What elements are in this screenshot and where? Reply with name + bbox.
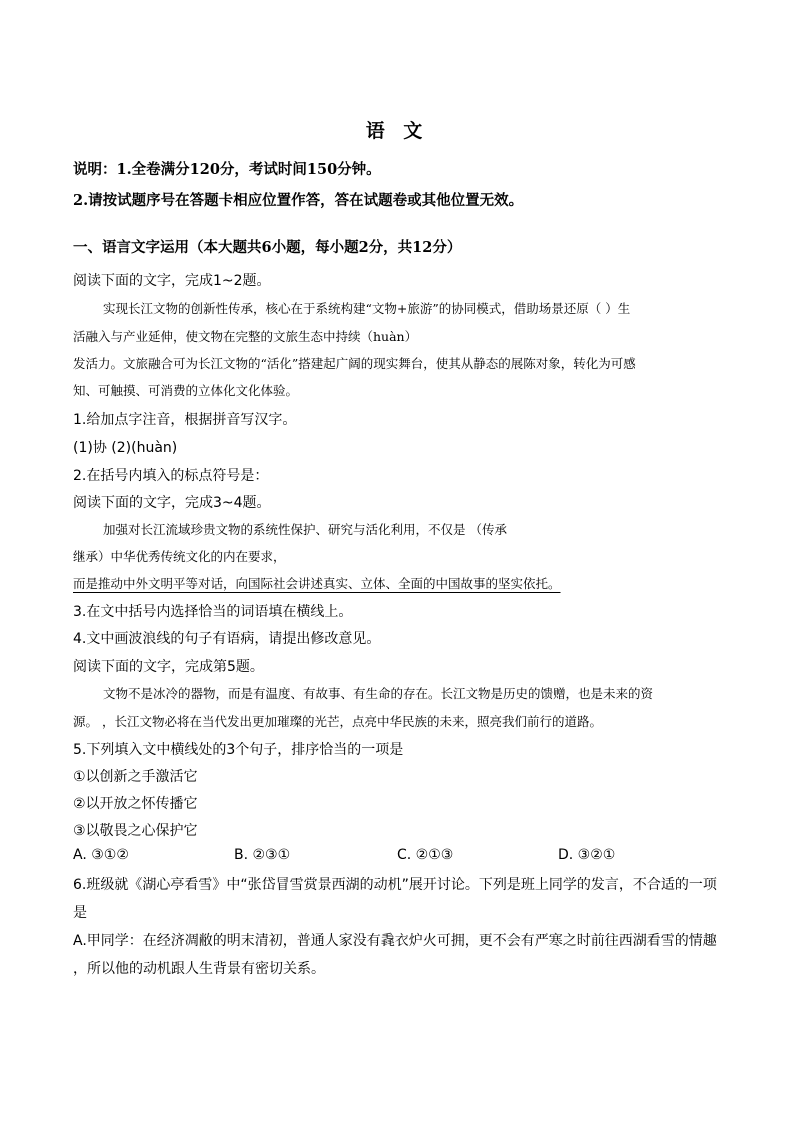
passage3-intro: 阅读下面的文字，完成第5题。 (73, 659, 264, 675)
passage2-wavy-sentence: 而是推动中外文明平等对话，向国际社会讲述真实、立体、全面的中国故事的坚实依托。 (73, 576, 561, 591)
question-5-item-1: ①以创新之手激活它 (73, 769, 198, 785)
passage1-line-2: 活融入与产业延伸，使文物在完整的文旅生态中持续（huàn） (73, 329, 418, 344)
passage3-line-1: 文物不是冰冷的器物，而是有温度、有故事、有生命的存在。长江文物是历史的馈赠，也是未来的资 (103, 686, 654, 701)
page-title: 语 文 (365, 120, 429, 142)
question-6-option-a-line-1: A.甲同学：在经济凋敝的明末清初，普通人家没有毳衣炉火可拥，更不会有严寒之时前往西湖看雪的情趣 (73, 933, 717, 949)
passage2-line-2: 继承）中华优秀传统文化的内在要求， (73, 549, 286, 564)
option-a: A. ③①② (73, 847, 129, 863)
question-5-item-2: ②以开放之怀传播它 (73, 796, 198, 812)
question-3: 3.在文中括号内选择恰当的词语填在横线上。 (73, 604, 353, 620)
question-5-stem: 5.下列填入文中横线处的3个句子，排序恰当的一项是 (73, 742, 404, 758)
instruction-line-2: 2.请按试题序号在答题卡相应位置作答，答在试题卷或其他位置无效。 (73, 192, 524, 209)
option-d: D. ③②① (558, 847, 616, 863)
passage2-line-1: 加强对长江流域珍贵文物的系统性保护、研究与活化利用，不仅是 （传承 (103, 522, 507, 537)
passage1-intro: 阅读下面的文字，完成1~2题。 (73, 273, 271, 289)
question-2: 2.在括号内填入的标点符号是： (73, 468, 269, 484)
question-1-items: (1)协 (2)(huàn) (73, 440, 178, 456)
passage1-line-1: 实现长江文物的创新性传承，核心在于系统构建“文物+旅游”的协同模式，借助场景还原（ ）生 (103, 301, 631, 316)
question-5-item-3: ③以敬畏之心保护它 (73, 823, 198, 839)
question-6-option-a-line-2: ，所以他的动机跟人生背景有密切关系。 (73, 961, 325, 977)
passage3-line-2: 源。 ，长江文物必将在当代发出更加璀璨的光芒，点亮中华民族的未来，照亮我们前行的道路。 (73, 714, 602, 729)
passage1-line-3: 发活力。文旅融合可为长江文物的“活化”搭建起广阔的现实舞台，使其从静态的展陈对象，转化为可感 (73, 356, 636, 371)
question-4: 4.文中画波浪线的句子有语病，请提出修改意见。 (73, 631, 381, 647)
question-6-stem-line-2: 是 (73, 905, 87, 921)
option-c: C. ②①③ (397, 847, 454, 863)
question-6-stem-line-1: 6.班级就《湖心亭看雪》中“张岱冒雪赏景西湖的动机”展开讨论。下列是班上同学的发言，不合适的一项 (73, 877, 717, 893)
section-heading: 一、语言文字运用（本大题共6小题，每小题2分，共12分） (73, 239, 462, 256)
instruction-line-1: 说明：1.全卷满分120分，考试时间150分钟。 (73, 161, 381, 178)
question-1: 1.给加点字注音，根据拼音写汉字。 (73, 412, 297, 428)
passage1-line-4: 知、可触摸、可消费的立体化文化体验。 (73, 383, 299, 398)
passage2-intro: 阅读下面的文字，完成3~4题。 (73, 495, 271, 511)
option-b: B. ②③① (234, 847, 291, 863)
